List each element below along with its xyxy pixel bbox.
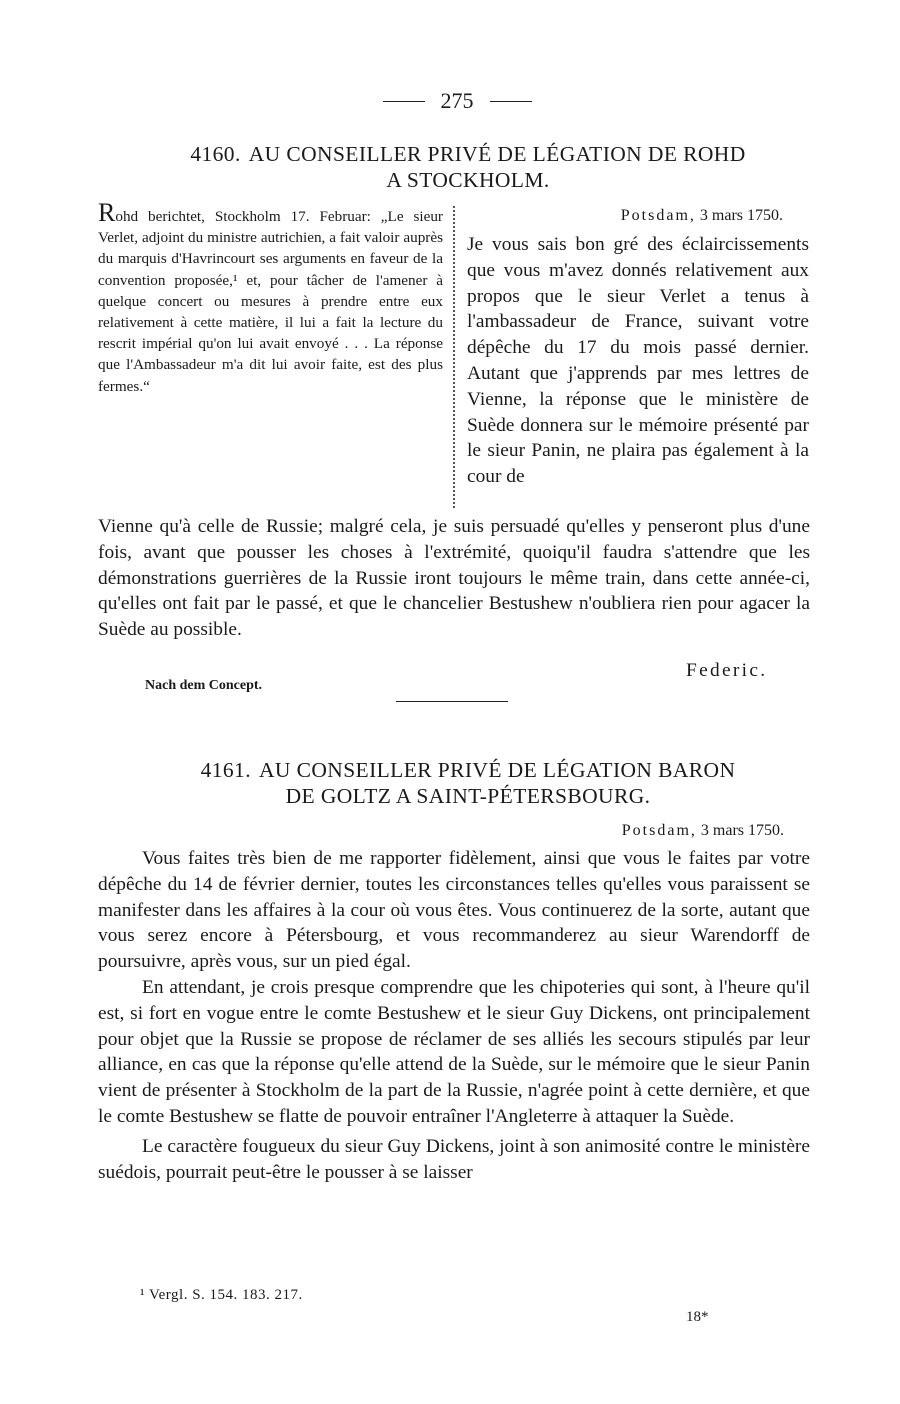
- doc2-paragraph-2: En attendant, je crois presque comprendre que les chipoteries qui sont, à l'heure qu'il est, si fort en vogue entre le comte Bestushew et le sieur Guy Dickens, ont principalement pour objet que la Russie se propose de réclamer de ses alliés les secours stipulés par leur alliance, en cas que la réponse qu'elle attend de la Suède, sur le mémoire que le sieur Panin vient de présenter à Stockholm de la part de la Russie, n'agrée point à cette dernière, et que le comte Bestushew se flatte de pouvoir entraîner l'Angleterre à attaquer la Suède.: [98, 976, 810, 1127]
- doc1-title: [96, 141, 840, 193]
- column-divider: [453, 206, 455, 508]
- page-number: 275: [440, 88, 474, 113]
- doc2-title-line1: AU CONSEILLER PRIVÉ DE LÉGATION BARON: [258, 758, 736, 782]
- doc1-body-full: [98, 514, 810, 643]
- doc2-body: [98, 846, 810, 1185]
- doc1-summary-text: ohd berichtet, Stockholm 17. Februar: „Le sieur Verlet, adjoint du ministre autrichien, a fait valoir auprès du marquis d'Havrincourt ses arguments en faveur de la convention proposée,¹ et, pour tâcher de l'amener à quelque concert ou mesures à prendre entre eux relativement à cette matière, il lui a fait la lecture du rescrit impérial qu'on lui avait envoyé . . . La réponse que l'Ambassadeur m'a dit lui avoir faite, est des plus fermes.“: [98, 208, 443, 395]
- doc1-number: 4160.: [190, 142, 241, 166]
- doc1-body-column: Je vous sais bon gré des éclaircissements que vous m'avez donnés relativement aux propos que le sieur Verlet a tenus à l'ambassadeur de France, suivant votre dépêche du 17 du mois passé dernier. Autant que j'apprends par mes lettres de Vienne, la réponse que le ministère de Suède donnera sur le mémoire présenté par le sieur Panin, ne plaira pas également à la cour de: [467, 234, 809, 488]
- doc1-date: Potsdam, 3 mars 1750.: [620, 207, 783, 224]
- page-header: [368, 88, 546, 114]
- doc1-title-line2: A STOCKHOLM.: [386, 168, 550, 192]
- doc2-number: 4161.: [200, 758, 251, 782]
- doc1-summary-initial: R: [98, 198, 116, 227]
- doc1-body-full-text: Vienne qu'à celle de Russie; malgré cela, je suis persuadé qu'elles y penseront plus d'une fois, avant que pousser les choses à l'extrémité, quoiqu'il faudra s'attendre que les démonstrations guerrières de la Russie iront toujours le même train, dans cette année-ci, qu'elles ont fait par le passé, et que le chancelier Bestushew n'oubliera rien pour agacer la Suède au possible.: [98, 516, 810, 641]
- doc1-summary: [98, 198, 443, 397]
- doc2-date: Potsdam, 3 mars 1750.: [621, 822, 784, 839]
- doc2-title: [96, 757, 840, 809]
- doc1-letter-column: [467, 206, 809, 490]
- doc2-title-line2: DE GOLTZ A SAINT-PÉTERSBOURG.: [285, 784, 651, 808]
- footnote: ¹ Vergl. S. 154. 183. 217.: [140, 1287, 303, 1303]
- doc2-paragraph-3: Le caractère fougueux du sieur Guy Dickens, joint à son animosité contre le ministère suédois, pourrait peut-être le pousser à se laisser: [98, 1135, 810, 1183]
- doc1-source-note: Nach dem Concept.: [145, 678, 263, 693]
- doc2-paragraph-1: Vous faites très bien de me rapporter fidèlement, ainsi que vous le faites par votre dépêche du 14 de février dernier, toutes les circonstances telles qu'elles vous paraissent se manifester dans les affaires à la cour où vous êtes. Vous continuerez de la sorte, autant que vous serez encore à Pétersbourg, et vous recommanderez au sieur Warendorff de poursuivre, après vous, sur un pied égal.: [98, 848, 810, 973]
- doc1-signature: Federic.: [686, 660, 768, 681]
- header-dash-right: [490, 101, 532, 102]
- header-dash-left: [383, 101, 425, 102]
- sheet-signature-mark: 18*: [686, 1309, 709, 1325]
- section-divider: [396, 701, 508, 702]
- doc1-title-line1: AU CONSEILLER PRIVÉ DE LÉGATION DE ROHD: [248, 142, 746, 166]
